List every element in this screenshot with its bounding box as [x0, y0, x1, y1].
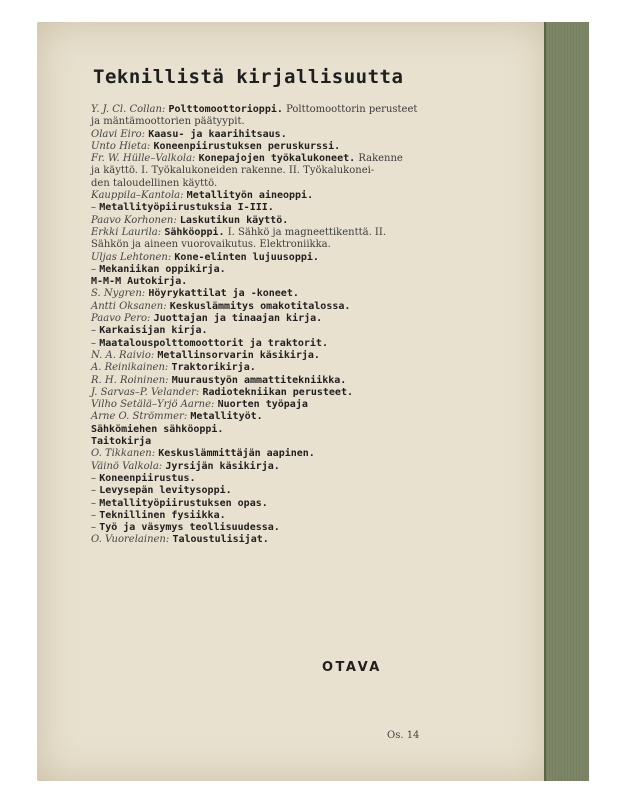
book-entry: [91, 424, 491, 436]
entry-title: Sähköoppi.: [164, 226, 225, 238]
book-entry: [91, 473, 491, 485]
book-entry: [91, 129, 491, 141]
book-entry: [91, 264, 491, 276]
book-entry: [91, 485, 491, 497]
entry-author: O. Tikkanen:: [91, 448, 156, 460]
entry-author: Antti Oksanen:: [91, 300, 167, 312]
entry-author: R. H. Roininen:: [91, 374, 169, 386]
entry-continuation: den taloudellinen käyttö.: [91, 177, 218, 189]
catalog-code: Os. 14: [387, 730, 420, 741]
entry-author: Vilho Setälä–Yrjö Aarne:: [91, 399, 215, 411]
entry-title: Kaasu- ja kaarihitsaus.: [148, 128, 287, 140]
entry-title: Työ ja väsymys teollisuudessa.: [99, 522, 280, 534]
book-entry: [91, 534, 491, 546]
book-entry: [91, 399, 491, 411]
entry-title: Keskuslämmittäjän aapinen.: [158, 448, 315, 460]
entry-title: Muuraustyön ammattitekniikka.: [171, 374, 347, 386]
book-entry: [91, 252, 491, 264]
book-entry: [91, 104, 491, 116]
book-list: [91, 104, 491, 547]
entry-title: Levysepän levitysoppi.: [99, 485, 232, 497]
book-entry: [91, 301, 491, 313]
cloth-spine: [544, 22, 589, 781]
entry-dash: –: [91, 337, 96, 349]
entry-desc: Rakenne: [358, 153, 403, 165]
book-entry: [91, 202, 491, 214]
entry-title: Juottajan ja tinaajan kirja.: [153, 313, 323, 325]
book-entry: [91, 411, 491, 423]
entry-author: Erkki Laurila:: [91, 226, 162, 238]
book-entry: [91, 141, 491, 153]
entry-title: Taitokirja: [91, 436, 152, 448]
entry-title: Koneenpiirustus.: [99, 472, 196, 484]
book-entry: [91, 387, 491, 399]
entry-author: Olavi Eiro:: [91, 128, 146, 140]
entry-title: Karkaisijan kirja.: [99, 325, 208, 337]
page-heading: Teknillistä kirjallisuutta: [93, 66, 404, 88]
entry-author: Fr. W. Hülle–Valkola:: [91, 153, 196, 165]
entry-author: Väinö Valkola:: [91, 460, 163, 472]
entry-author: Y. J. Cl. Collan:: [91, 104, 166, 115]
entry-author: Arne O. Strömmer:: [91, 411, 188, 423]
entry-author: Unto Hieta:: [91, 140, 151, 152]
entry-desc: Polttomoottorin perusteet: [286, 104, 418, 115]
entry-title: M-M-M Autokirja.: [91, 276, 188, 288]
entry-author: Paavo Korhonen:: [91, 214, 177, 226]
publisher-name: OTAVA: [322, 660, 382, 675]
entry-title: Nuorten työpaja: [217, 399, 308, 411]
entry-title: Koneenpiirustuksen peruskurssi.: [153, 140, 341, 152]
entry-title: Taloustulisijat.: [172, 534, 269, 546]
entry-title: Metallityöt.: [190, 411, 263, 423]
book-entry: [91, 227, 491, 239]
entry-dash: –: [91, 509, 96, 521]
entry-author: S. Nygren:: [91, 288, 146, 300]
entry-title: Kone-elinten lujuusoppi.: [174, 251, 319, 263]
book-entry: [91, 375, 491, 387]
entry-title: Konepajojen työkalukoneet.: [198, 153, 356, 165]
entry-title: Teknillinen fysiikka.: [99, 509, 226, 521]
book-entry: [91, 153, 491, 165]
book-entry: [91, 338, 491, 350]
book-entry: [91, 288, 491, 300]
entry-title: Metallinsorvarin käsikirja.: [157, 349, 320, 361]
entry-dash: –: [91, 522, 96, 534]
entry-desc: I. Sähkö ja magneettikenttä. II.: [227, 226, 387, 238]
book-entry: [91, 190, 491, 202]
book-entry: [91, 313, 491, 325]
entry-title: Sähkömiehen sähköoppi.: [91, 423, 224, 435]
entry-dash: –: [91, 263, 96, 275]
entry-author: Paavo Pero:: [91, 313, 151, 325]
entry-title: Höyrykattilat ja -koneet.: [148, 288, 299, 300]
book-entry: [91, 436, 491, 448]
entry-title: Mekaniikan oppikirja.: [99, 263, 226, 275]
book-entry: [91, 510, 491, 522]
entry-title: Metallityöpiirustuksen opas.: [99, 497, 268, 509]
book-entry: [91, 498, 491, 510]
entry-dash: –: [91, 485, 96, 497]
entry-dash: –: [91, 325, 96, 337]
entry-title: Radiotekniikan perusteet.: [202, 386, 353, 398]
entry-continuation: ja mäntämoottorien päätyypit.: [91, 116, 245, 128]
entry-title: Laskutikun käyttö.: [179, 214, 289, 226]
entry-author: A. Reinikainen:: [91, 362, 169, 374]
entry-continuation: Sähkön ja aineen vuorovaikutus. Elektroniikka.: [91, 239, 331, 251]
entry-author: J. Sarvas–P. Velander:: [91, 386, 200, 398]
book-entry: [91, 215, 491, 227]
book-entry: [91, 448, 491, 460]
book-entry: [91, 325, 491, 337]
entry-title: Jyrsijän käsikirja.: [165, 460, 280, 472]
entry-author: Kauppila–Kantola:: [91, 190, 184, 202]
book-entry: [91, 350, 491, 362]
entry-author: Uljas Lehtonen:: [91, 251, 172, 263]
entry-title: Metallityöpiirustuksia I-III.: [99, 202, 274, 214]
entry-title: Keskuslämmitys omakotitalossa.: [169, 300, 351, 312]
entry-title: Metallityön aineoppi.: [186, 190, 314, 202]
entry-title: Polttomoottorioppi.: [168, 104, 283, 115]
entry-author: N. A. Raivio:: [91, 349, 155, 361]
book-entry: [91, 276, 491, 288]
entry-dash: –: [91, 202, 96, 214]
entry-dash: –: [91, 497, 96, 509]
book-entry: [91, 522, 491, 534]
entry-author: O. Vuorelainen:: [91, 534, 170, 546]
entry-continuation: ja käyttö. I. Työkalukoneiden rakenne. II. Työkalukonei-: [91, 165, 375, 177]
entry-dash: –: [91, 472, 96, 484]
book-entry: [91, 362, 491, 374]
entry-title: Traktorikirja.: [171, 362, 256, 374]
book-entry: [91, 461, 491, 473]
entry-title: Maatalouspolttomoottorit ja traktorit.: [99, 337, 328, 349]
